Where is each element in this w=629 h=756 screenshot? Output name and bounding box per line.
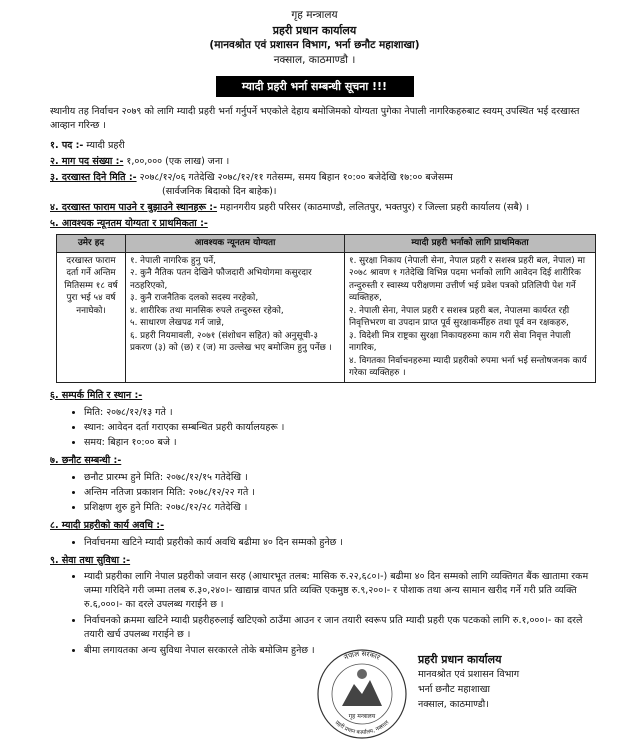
list-item: • निर्वाचनको क्रममा खटिने म्यादी प्रहरीहरुलाई खटिएको ठाउँमा आउन र जान तयारी स्वरूप प्रति म्यादी प्रहरी एक पटकको लागि रु.१,०००।- का दरले तयारी खर्च उपलब्ध गराईने छ ।	[84, 614, 599, 642]
seal-emblem-icon	[342, 680, 382, 706]
section-duration-title: ८. म्यादी प्रहरीको कार्य अवधि :-	[50, 519, 165, 531]
section-locations-label: ४. दरखास्त फाराम पाउने र बुझाउने स्थानहरू :-	[50, 202, 218, 213]
list-item: • अन्तिम नतिजा प्रकाशन मिति: २०७८/१२/२२ गते ।	[84, 485, 599, 500]
office-address: नक्साल, काठमाण्डौ ।	[273, 54, 356, 66]
signature-address: नक्साल, काठमाण्डौ।	[418, 699, 489, 710]
seal-bottom-text: प्रहरी प्रधान कार्यालय, नक्साल	[333, 719, 391, 737]
qualification-item: २. कुनै नैतिक पतन देखिने फौजदारी अभियोगमा कसुरदार नठहरिएको,	[130, 268, 312, 291]
government-seal	[312, 640, 412, 740]
section-dates-label: ३. दरखास्त दिने मिति :-	[50, 172, 137, 183]
section-locations	[50, 201, 599, 215]
table-header-row	[57, 235, 596, 253]
section-benefits-title: ९. सेवा तथा सुविधा :-	[50, 554, 131, 566]
qualification-cell	[126, 252, 345, 382]
list-item: • समय: बिहान १०:०० बजे ।	[84, 435, 599, 450]
letterhead	[30, 8, 599, 68]
qualification-item: ५. साधारण लेखपढ गर्न जान्ने,	[130, 318, 224, 328]
duration-list	[70, 535, 599, 550]
priority-item: ३. विदेशी मित्र राष्ट्रका सुरक्षा निकायहरुमा काम गरी सेवा निवृत्त नेपाली नागरिक,	[349, 330, 571, 353]
section-count-label: २. माग पद संख्या :-	[50, 156, 124, 167]
ministry-name: गृह मन्त्रालय	[291, 9, 338, 21]
section-dates-value: २०७८/१२/०६ गतेदेखि २०७८/१२/११ गतेसम्म, समय बिहान १०:०० बजेदेखि १७:०० बजेसम्म	[136, 172, 453, 183]
seal-sun-icon	[357, 669, 367, 679]
signature-department: मानवश्रोत एवं प्रशासन विभाग	[418, 669, 520, 680]
section-count	[50, 155, 599, 169]
intro-paragraph: स्थानीय तह निर्वाचन २०७९ को लागि म्यादी प्रहरी भर्ना गर्नुपर्ने भएकोले देहाय बमोजिमको योग्यता पुगेका नेपाली नागरिकहरुबाट स्वयम् उपस्थित भई दरखास्त आव्हान गरिन्छ ।	[50, 106, 580, 131]
priority-item: ४. विगतका निर्वाचनहरुमा म्यादी प्रहरीको रुपमा भर्ना भई सन्तोषजनक कार्य गरेका व्यक्तिहरु ।	[349, 355, 587, 378]
section-locations-value: महानगरीय प्रहरी परिसर (काठमाण्डौ, ललितपुर, भक्तपुर) र जिल्ला प्रहरी कार्यालय (सबै) ।	[217, 202, 530, 213]
list-item: • मिति: २०७८/१२/१३ गते ।	[84, 405, 599, 420]
section-qualification	[50, 217, 599, 231]
list-item: • बीमा लगायतका अन्य सुविधा नेपाल सरकारले तोके बमोजिम हुनेछ ।	[84, 644, 599, 658]
seal-mid-text: गृह मन्त्रालय	[348, 713, 376, 720]
section-dates-note: (सार्वजनिक बिदाको दिन बाहेक)।	[162, 186, 277, 197]
table-header-qualification: आवश्यक न्यूनतम योग्यता	[126, 235, 345, 253]
section-post	[50, 139, 599, 153]
qualification-item: ३. कुनै राजनैतिक दलको सदस्य नरहेको,	[130, 293, 259, 303]
section-post-value: म्यादी प्रहरी	[83, 140, 125, 151]
office-name: प्रहरी प्रधान कार्यालय	[272, 24, 357, 37]
table-header-age: उमेर हद	[57, 235, 126, 253]
selection-list	[70, 470, 599, 515]
section-count-value: १,००,००० (एक लाख) जना ।	[123, 156, 230, 167]
qualification-item: ६. प्रहरी नियमावली, २०७१ (संशोधन सहित) को अनुसूची-३ प्रकरण (३) को (छ) र (ज) मा उल्लेख भए बमोजिम हुनु पर्नेछ ।	[130, 330, 332, 353]
list-item: • स्थान: आवेदन दर्ता गराएका सम्बन्धित प्रहरी कार्यालयहरू ।	[84, 420, 599, 435]
priority-item: १. सुरक्षा निकाय (नेपाली सेना, नेपाल प्रहरी र सशस्त्र प्रहरी बल, नेपाल) मा २०७८ श्रावण १ गतेदेखि विभिन्न पदमा भर्नाको लागि आवेदन दिई शारीरिक तन्दुरुस्ती र स्वास्थ्य परीक्षणमा उत्तीर्ण भई प्रवेश पत्रको प्रतिलिपी पेश गर्ने व्यक्तिहरु,	[349, 255, 585, 303]
signature-block	[418, 652, 519, 712]
table-row	[57, 252, 596, 382]
list-item: • निर्वाचनमा खटिने म्यादी प्रहरीको कार्य अवधि बढीमा ४० दिन सम्मको हुनेछ ।	[84, 535, 599, 550]
section-selection-title: ७. छनौट सम्बन्धी :-	[50, 454, 122, 466]
notice-title: म्यादी प्रहरी भर्ना सम्बन्धी सूचना !!!	[216, 76, 414, 97]
list-item: • प्रशिक्षण शुरु हुने मिति: २०७८/१२/२८ गतेदेखि ।	[84, 500, 599, 515]
section-post-label: १. पद :-	[50, 140, 84, 151]
section-qualification-label: ५. आवश्यक न्यूनतम योग्यता र प्राथमिकता :-	[50, 218, 208, 229]
section-contact-title: ६. सम्पर्क मिति र स्थान :-	[50, 389, 143, 401]
section-dates	[50, 171, 599, 199]
list-item: • छनौट प्रारम्भ हुने मिति: २०७८/१२/१५ गतेदेखि ।	[84, 470, 599, 485]
signature-section: भर्ना छनौट महाशाखा	[418, 684, 490, 695]
qualification-item: १. नेपाली नागरिक हुनु पर्ने,	[130, 255, 216, 266]
list-item: • म्यादी प्रहरीका लागि नेपाल प्रहरीको जवान सरह (आधारभूत तलब: मासिक रु.२२,६८०।-) बढीमा ४० दिन सम्मको लागि व्यक्तिगत बैंक खातामा रकम जम्मा गरिदिने गरी जम्मा तलब रु.३०,२४०।- खाद्यान्न वापत प्रति व्यक्ति एकमुष्ठ रु.९,२००।- र पोशाक तथा अन्य सामान खरीद गर्ने गरी प्रति व्यक्ति रु.६,०००।- का दरले उपलब्ध गराईने छ ।	[84, 570, 599, 612]
qualification-table	[56, 234, 596, 383]
age-limit-cell: दरखास्त फाराम दर्ता गर्ने अन्तिम मितिसम्म १८ वर्ष पुरा भई ५४ वर्ष ननाघेको।	[57, 252, 126, 382]
qualification-item: ४. शारीरिक तथा मानसिक रुपले तन्दुरुस्त रहेको,	[130, 305, 284, 316]
signature-office: प्रहरी प्रधान कार्यालय	[418, 653, 502, 666]
division-name: (मानवश्रोत एवं प्रशासन विभाग, भर्ना छनौट महाशाखा)	[209, 39, 420, 51]
priority-item: २. नेपाली सेना, नेपाल प्रहरी र सशस्त्र प्रहरी बल, नेपालमा कार्यरत रही निवृत्तिभरण वा उपदान प्राप्त पूर्व सुरक्षाकर्मीहरु तथा पूर्व वन रक्षकहरु,	[349, 305, 570, 328]
table-header-priority: म्यादी प्रहरी भर्नाको लागि प्राथमिकता	[345, 235, 596, 253]
contact-list	[70, 405, 599, 450]
seal-top-text: नेपाल सरकार	[342, 649, 382, 662]
priority-cell	[345, 252, 596, 382]
